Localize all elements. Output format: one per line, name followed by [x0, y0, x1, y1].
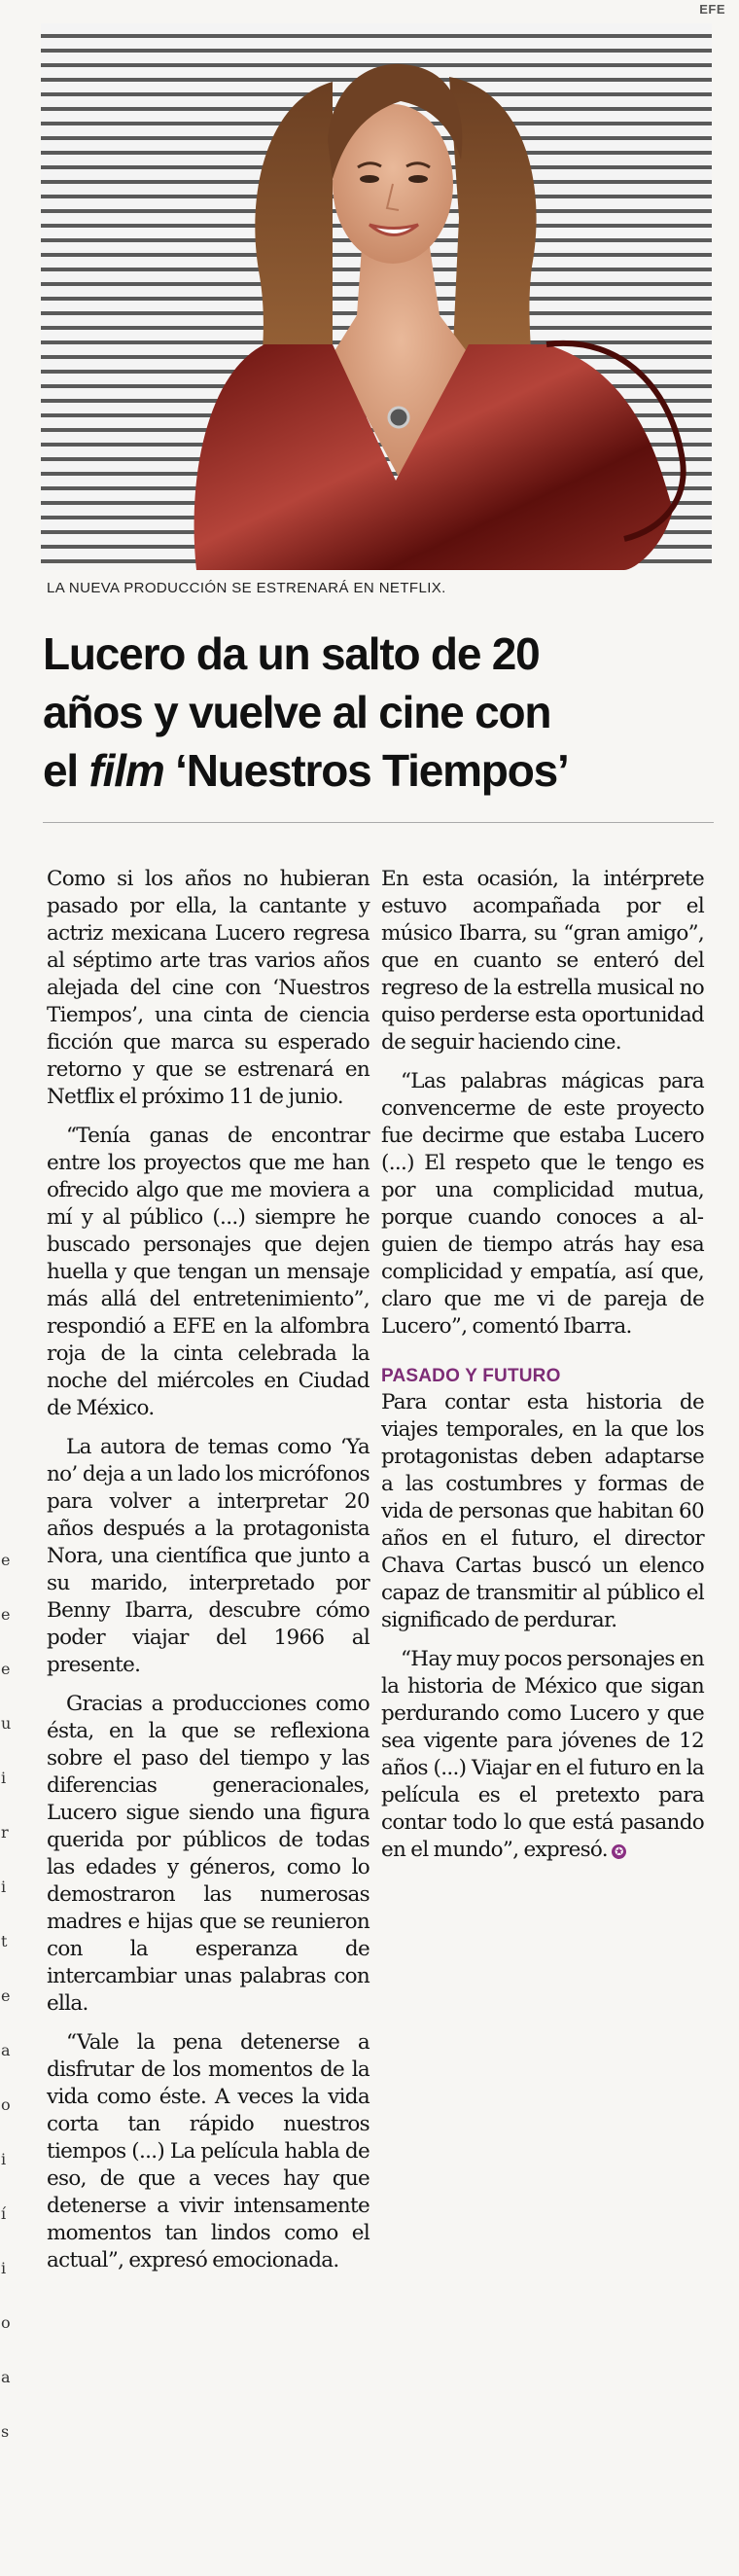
paragraph-9-text: “Hay muy pocos personajes en la historia de México que sigan perdurando como Lucero y que sea vigente para jóvenes de 12 años (...) Viajar en el futuro en la película es el pretexto para contar todo lo que está pasando en el mundo”, expresó. [381, 1647, 704, 1862]
headline-line-3b: ‘Nuestros Tiempos’ [163, 745, 569, 796]
headline-line-2: años y vuelve al cine con [43, 687, 551, 737]
article-photo [41, 23, 712, 570]
headline-line-3a: el [43, 745, 89, 796]
paragraph-5: “Vale la pena detenerse a disfrutar de los momentos de la vida como éste. A veces la vida corta tan rápido nuestros tiempos (...) La película habla de eso, de que a veces hay que detenerse a vivir intensamente momentos tan lindos como el actual”, expresó emocionada. [47, 2030, 370, 2272]
section-subheading: PASADO Y FUTURO [381, 1366, 561, 1386]
edge-glyph: e [1, 1551, 11, 1569]
portrait-illustration [41, 23, 712, 570]
paragraph-9 [381, 1646, 704, 1864]
edge-glyph: i [1, 2259, 7, 2277]
end-of-article-icon: ✪ [612, 1844, 626, 1859]
paragraph-8: Para contar esta historia de viajes temporales, en la que los protagonistas deben adaptarse a las costumbres y formas de vida de personas que habitan 60 años en el futuro, el director Chava Cartas buscó un elenco capaz de transmitir al público el significado de perdurar. [381, 1390, 704, 1632]
headline-line-1: Lucero da un salto de 20 [43, 628, 540, 679]
edge-glyph: u [1, 1714, 12, 1733]
article-column-right [381, 866, 704, 1864]
headline [43, 625, 714, 800]
edge-glyph: r [1, 1823, 9, 1842]
eye-left [360, 175, 379, 183]
edge-glyph: s [1, 2422, 10, 2441]
paragraph-4: Gracias a producciones como ésta, en la que se reflexiona sobre el paso del tiempo y las diferencias generacionales, Lucero sigue siendo una figura querida por públicos de todas las edades y géneros, como lo demostraron las numerosas madres e hijas que se reunieron con la esperanza de intercambiar unas palabras con ella. [47, 1692, 370, 2016]
edge-glyph: a [1, 2041, 11, 2059]
edge-glyph: i [1, 1769, 7, 1787]
dress-ring [389, 408, 408, 427]
edge-glyph: a [1, 2368, 11, 2386]
edge-glyph: o [1, 2095, 11, 2114]
edge-glyph: i [1, 2150, 7, 2168]
photo-credit: EFE [699, 2, 725, 17]
edge-glyph: í [1, 2204, 7, 2223]
edge-glyph: e [1, 1986, 11, 2005]
eye-right [408, 175, 428, 183]
edge-glyph: i [1, 1878, 7, 1896]
paragraph-3: La autora de temas como ‘Ya no’ deja a un lado los micrófonos para volver a interpretar 20 años después a la protagonista Nora, una científica que junto a su marido, interpretado por Benny Ibarra, descubre cómo poder viajar del 1966 al presente. [47, 1435, 370, 1677]
paragraph-6: En esta ocasión, la intérprete estuvo acompañada por el músico Ibarra, su “gran amigo”, que en cuanto se enteró del regreso de la estrella musical no quiso perderse esta oportunidad de seguir haciendo cine. [381, 867, 704, 1055]
headline-italic-word: film [88, 745, 164, 796]
paragraph-1: Como si los años no hubieran pasado por ella, la cantante y actriz mexicana Lucero regresa al séptimo arte tras varios años alejada del cine con ‘Nuestros Tiempos’, una cinta de ciencia ficción que marca su esperado retorno y que se estrenará en Netflix el próximo 11 de junio. [47, 867, 370, 1109]
edge-glyph: t [1, 1932, 8, 1950]
headline-divider [43, 822, 714, 823]
edge-glyph: e [1, 1660, 11, 1678]
edge-glyph: e [1, 1605, 11, 1624]
paragraph-7: “Las palabras mágicas para convencerme de este proyecto fue decirme que estaba Lucero (...) El respeto que le tengo es por una complicidad mutua, porque cuando conoces a alguien de tiempo atrás hay esa complicidad y empatía, así que, claro que me vi de pareja de Lucero”, comentó Ibarra. [381, 1069, 704, 1339]
edge-glyph: o [1, 2313, 11, 2332]
article-column-left [47, 866, 370, 2274]
paragraph-2: “Tenía ganas de encontrar entre los proyectos que me han ofrecido algo que me moviera a mí y al público (...) siempre he buscado personajes que dejen huella y que tengan un mensaje más allá del entretenimiento”, respondió a EFE en la alfombra roja de la cinta celebrada la noche del miércoles en Ciudad de México. [47, 1124, 370, 1420]
adjacent-column-edge [0, 0, 12, 2576]
photo-caption: LA NUEVA PRODUCCIÓN SE ESTRENARÁ EN NETFLIX. [47, 580, 446, 596]
